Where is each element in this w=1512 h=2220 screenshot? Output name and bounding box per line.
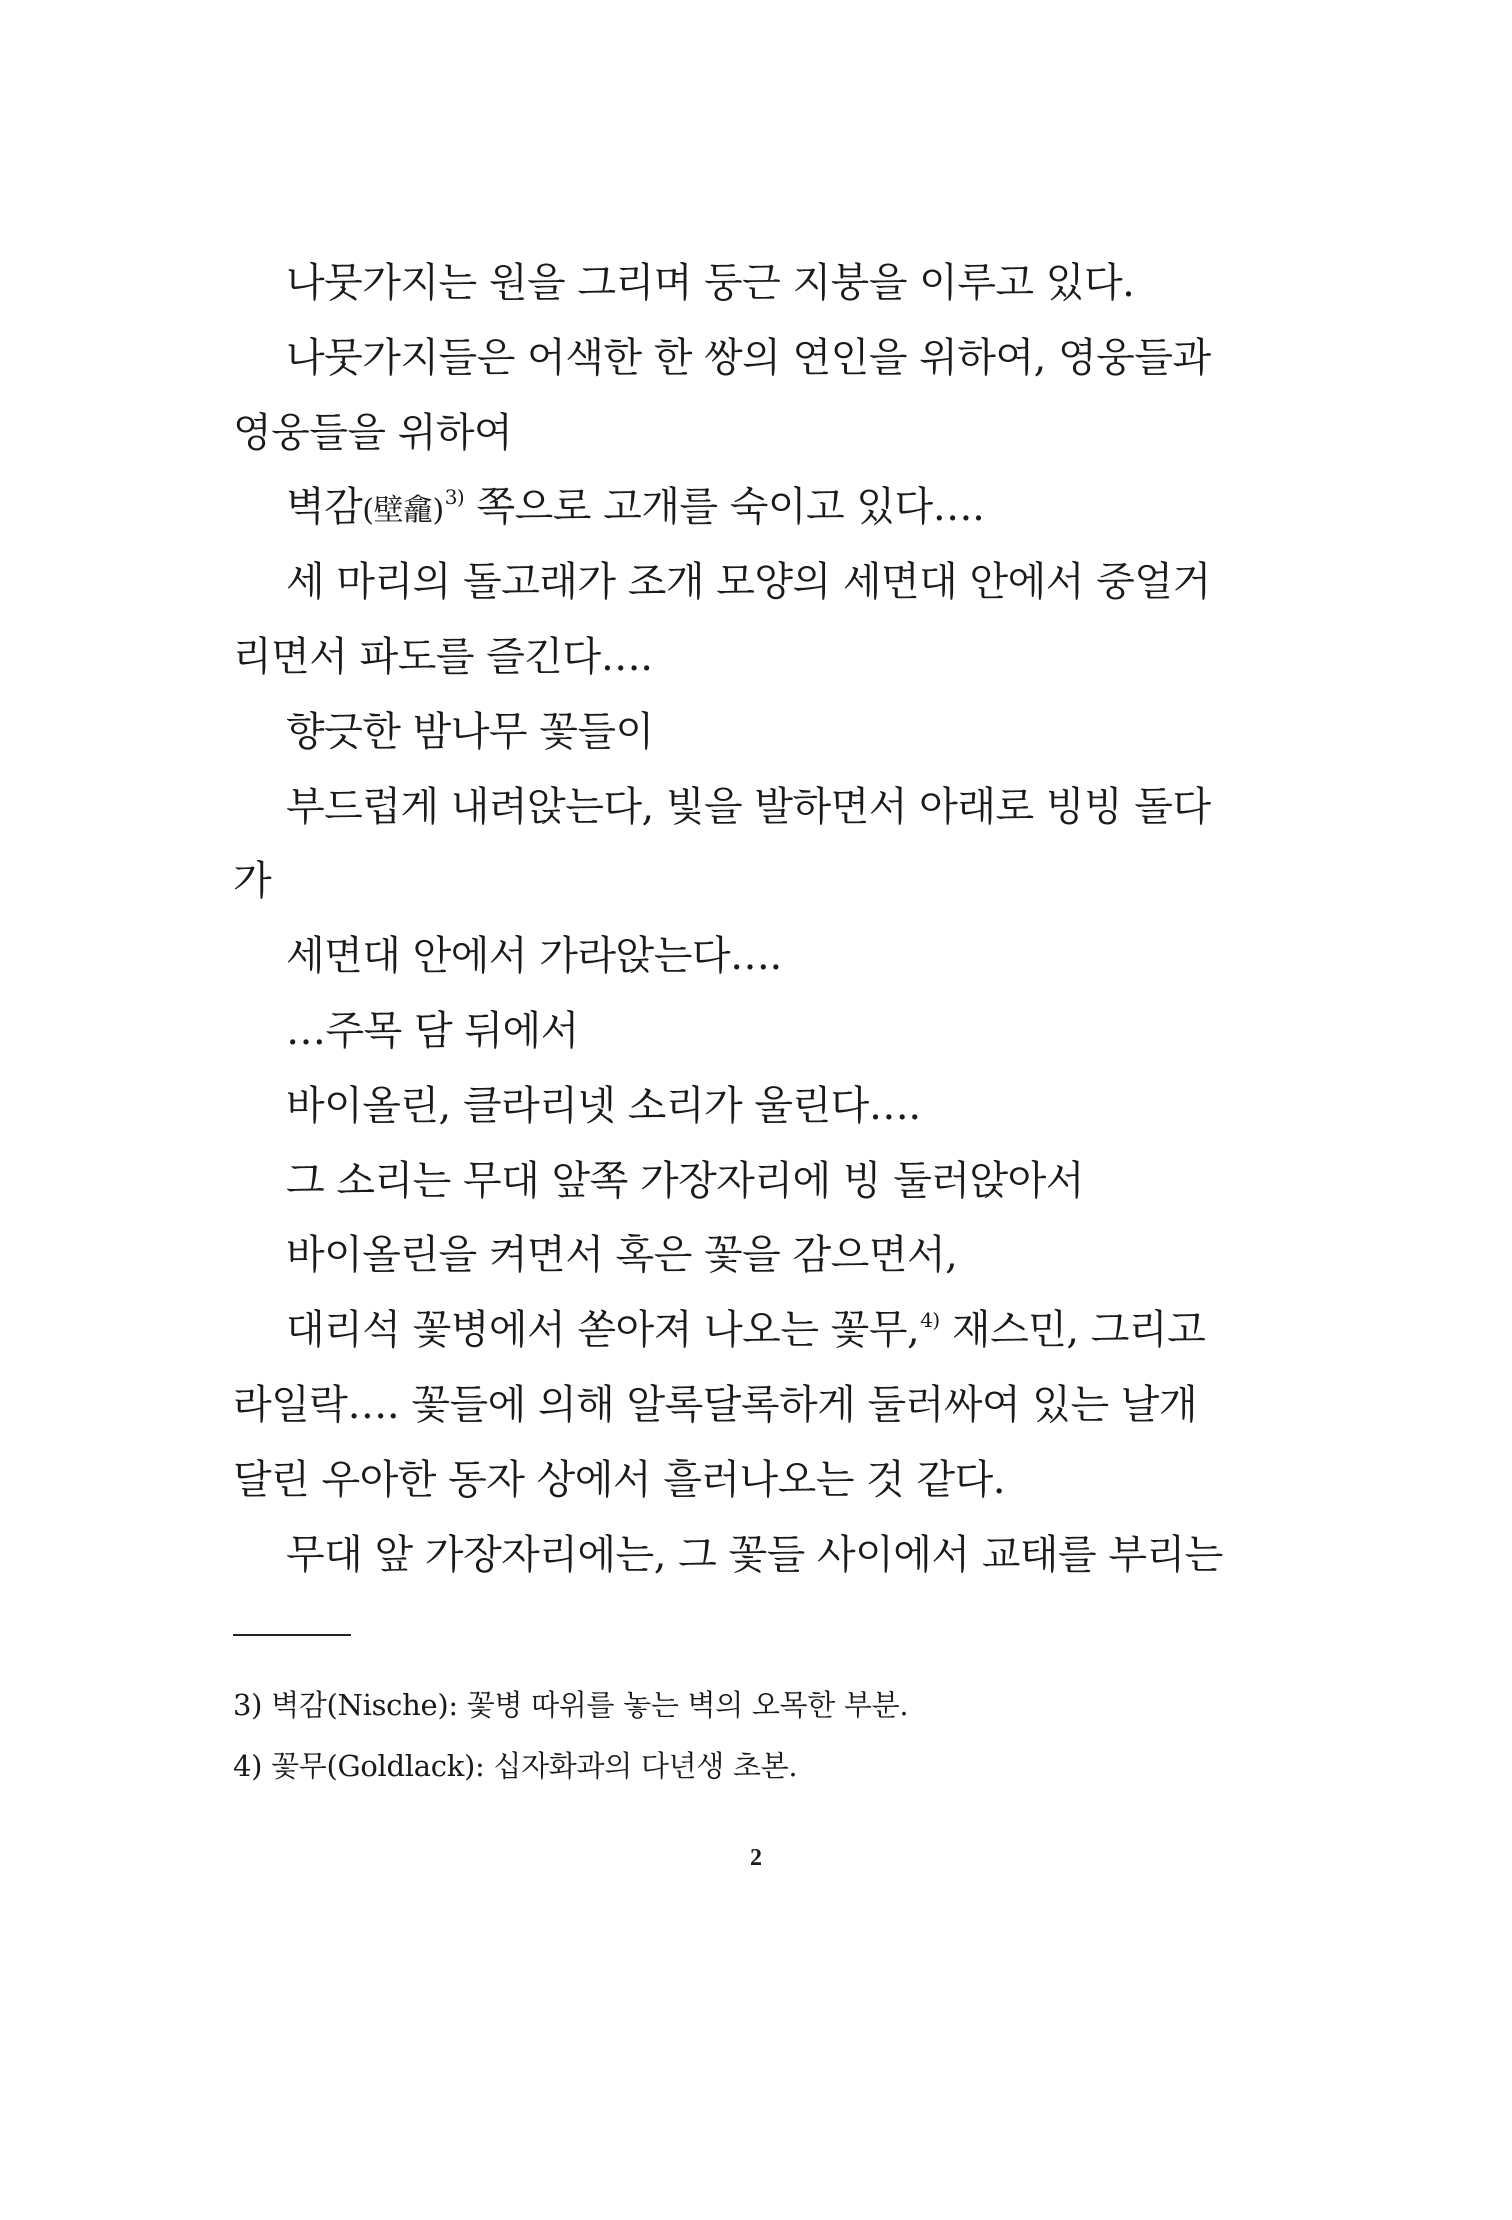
text-line: 세 마리의 돌고래가 조개 모양의 세면대 안에서 중얼거 xyxy=(286,559,1211,606)
line-text: 쪽으로 고개를 숙이고 있다…. xyxy=(464,484,985,531)
text-line: 리면서 파도를 즐긴다…. xyxy=(233,633,653,680)
footnotes xyxy=(233,1675,1173,1797)
footnote-divider xyxy=(233,1634,351,1636)
line-text: 벽감 xyxy=(286,484,363,531)
footnote-marker[interactable]: 3) xyxy=(444,485,465,510)
text-line: 라일락…. 꽃들에 의해 알록달록하게 둘러싸여 있는 날개 xyxy=(233,1381,1198,1428)
text-line: 무대 앞 가장자리에는, 그 꽃들 사이에서 교태를 부리는 xyxy=(286,1531,1223,1578)
body-text xyxy=(233,246,1223,1592)
text-line: 나뭇가지들은 어색한 한 쌍의 연인을 위하여, 영웅들과 xyxy=(286,334,1211,381)
line-text: 재스민, 그리고 xyxy=(939,1307,1206,1354)
footnote-marker[interactable]: 4) xyxy=(920,1308,940,1333)
text-line: 부드럽게 내려앉는다, 빛을 발하면서 아래로 빙빙 돌다 xyxy=(286,783,1211,830)
text-line: 세면대 안에서 가라앉는다…. xyxy=(286,933,782,980)
text-line-with-footnote xyxy=(233,1293,1206,1368)
text-line: 나뭇가지는 원을 그리며 둥근 지붕을 이루고 있다. xyxy=(286,260,1135,306)
text-line: 가 xyxy=(233,858,272,905)
footnote: 4) 꽃무(Goldlack): 십자화과의 다년생 초본. xyxy=(233,1749,798,1783)
text-line: 향긋한 밤나무 꽃들이 xyxy=(286,708,654,755)
footnote: 3) 벽감(Nische): 꽃병 따위를 놓는 벽의 오목한 부분. xyxy=(233,1688,909,1722)
text-line: 달린 우아한 동자 상에서 흘러나오는 것 같다. xyxy=(233,1456,1006,1503)
text-line: 바이올린을 켜면서 혹은 꽃을 감으면서, xyxy=(286,1232,958,1279)
hanja-annotation: (壁龕) xyxy=(362,493,444,529)
line-text: 대리석 꽃병에서 쏟아져 나오는 꽃무, xyxy=(286,1307,920,1354)
text-line: …주목 담 뒤에서 xyxy=(286,1007,579,1054)
text-line: 그 소리는 무대 앞쪽 가장자리에 빙 둘러앉아서 xyxy=(286,1157,1084,1204)
text-line: 바이올린, 클라리넷 소리가 울린다…. xyxy=(286,1082,921,1129)
text-line: 영웅들을 위하여 xyxy=(233,409,513,456)
text-line-with-footnote xyxy=(233,470,1173,545)
page-number: 2 xyxy=(750,1845,762,1871)
